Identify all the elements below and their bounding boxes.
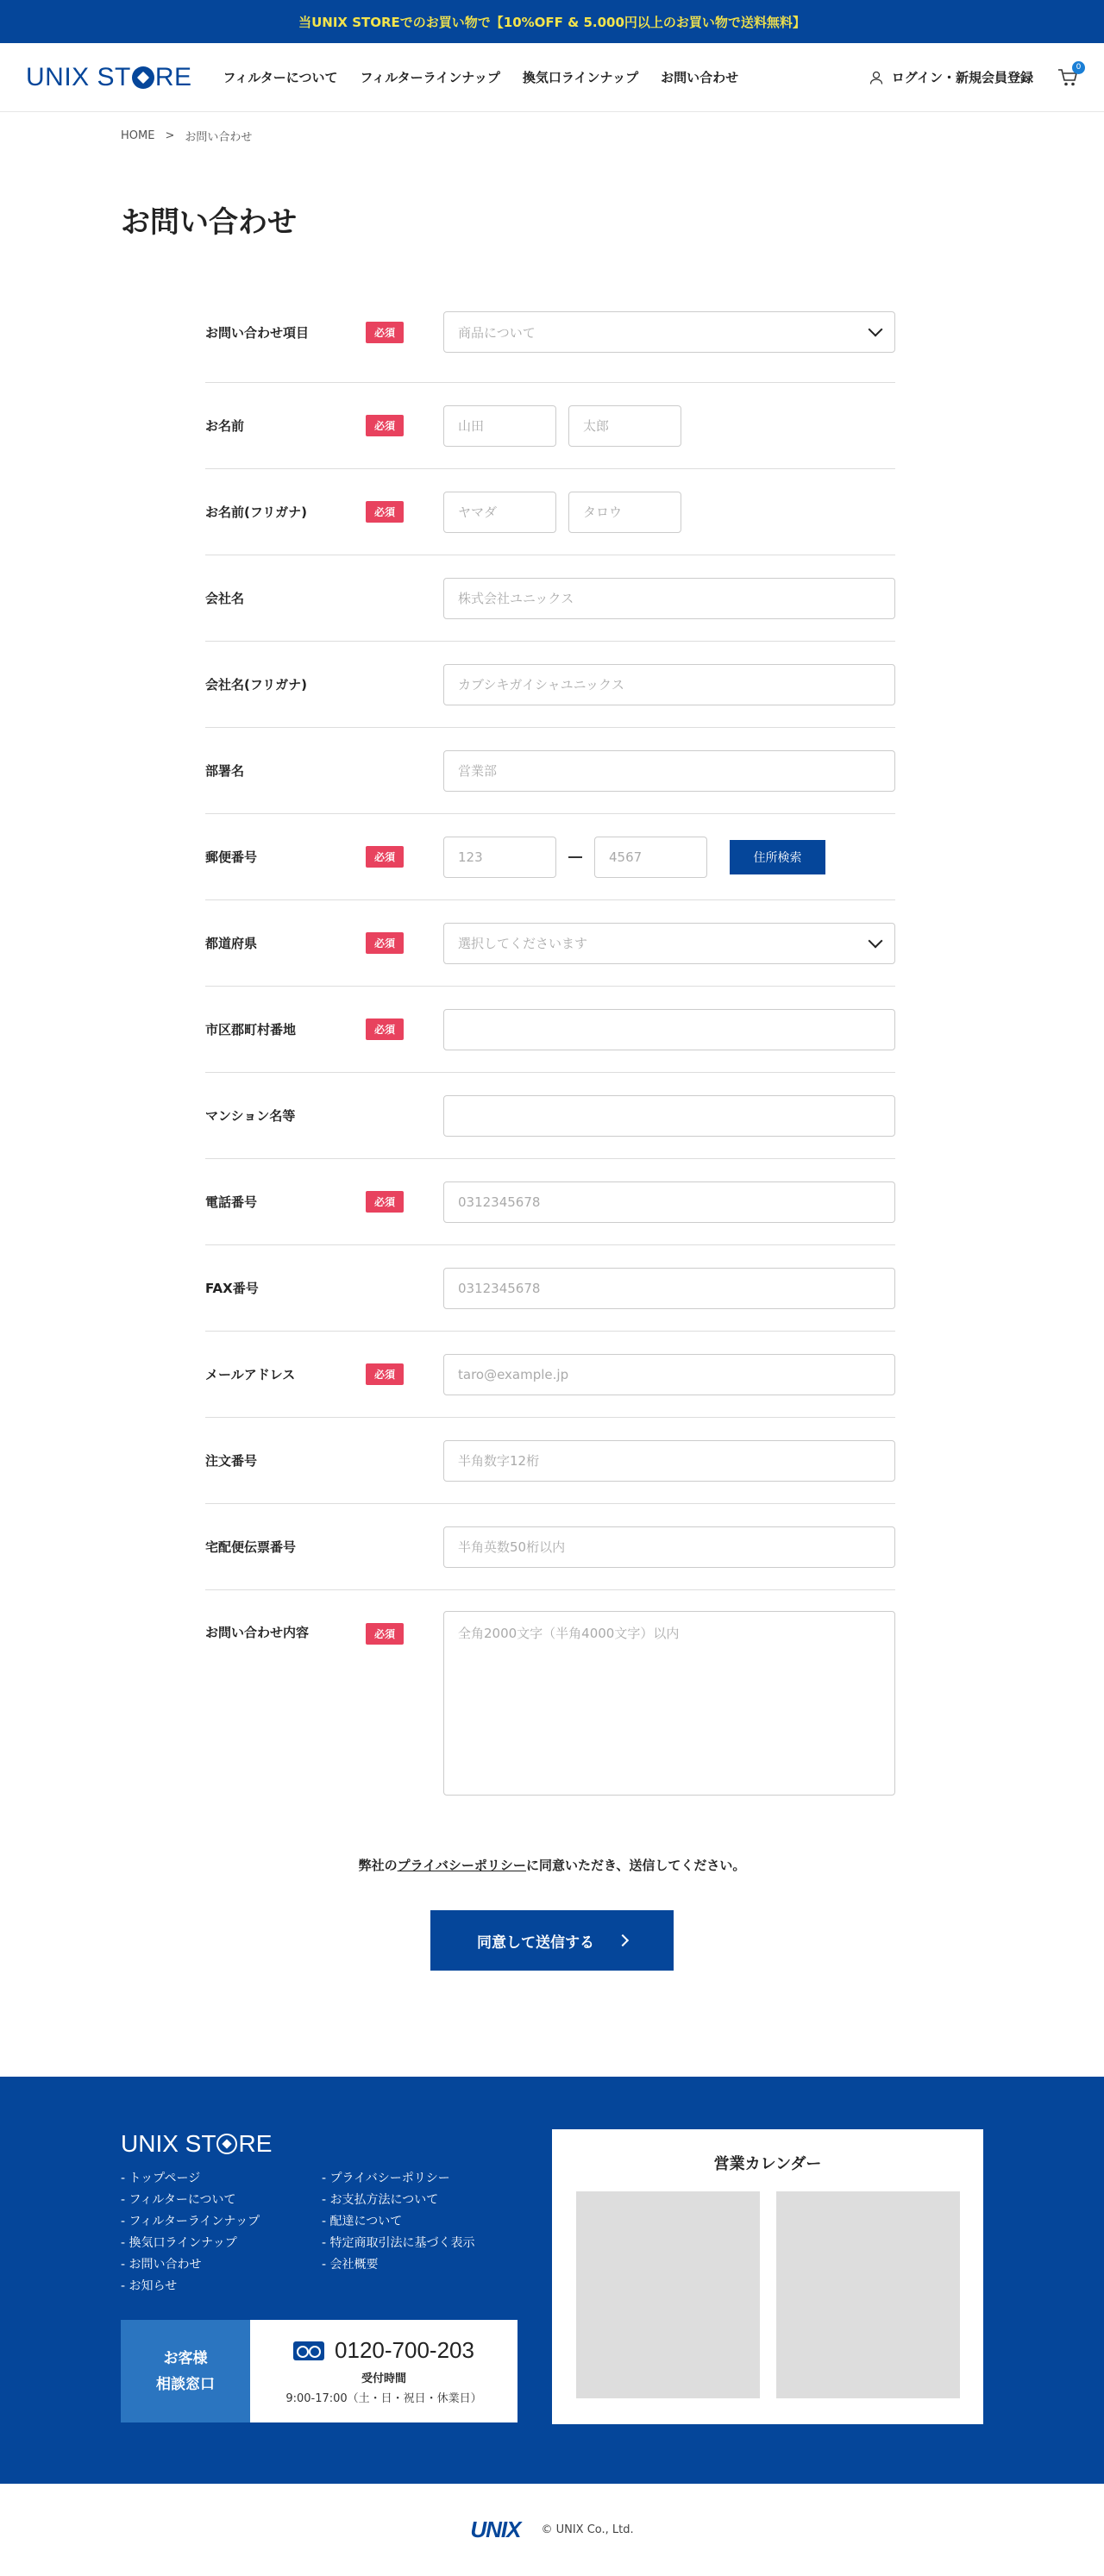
chevron-down-icon <box>869 933 883 948</box>
field-label: 電話番号 <box>205 1194 258 1210</box>
form-row-name-kana <box>205 469 895 555</box>
last-name-input[interactable]: 山田 <box>443 405 556 447</box>
footer-links-right <box>322 2168 475 2276</box>
page-title: お問い合わせ <box>121 205 297 240</box>
breadcrumb <box>0 112 1104 144</box>
footer-link-legal[interactable]: - 特定商取引法に基づく表示 <box>322 2236 475 2250</box>
footer-link-vent-lineup[interactable]: - 換気口ラインナップ <box>121 2236 237 2250</box>
zip-dash <box>568 856 582 858</box>
contact-label-line1: お客様 <box>163 2349 208 2367</box>
chevron-right-icon <box>617 1934 629 1946</box>
field-label: 注文番号 <box>205 1453 258 1469</box>
copyright-text: © UNIX Co., Ltd. <box>541 2523 634 2536</box>
address-search-button[interactable]: 住所検索 <box>730 840 825 874</box>
calendar-title: 営業カレンダー <box>713 2155 822 2173</box>
nav-filter-about[interactable]: フィルターについて <box>223 70 338 85</box>
nav-contact[interactable]: お問い合わせ <box>661 70 739 85</box>
department-input[interactable]: 営業部 <box>443 750 895 792</box>
tel-input[interactable]: 0312345678 <box>443 1181 895 1223</box>
footer-logo-text-end: RE <box>238 2130 273 2157</box>
calendar-month-panel <box>776 2191 960 2398</box>
message-textarea[interactable]: 全角2000文字（半角4000文字）以内 <box>443 1611 895 1796</box>
form-row-city <box>205 987 895 1073</box>
footer-link-filter-lineup[interactable]: - フィルターラインナップ <box>121 2215 260 2228</box>
field-label: 会社名(フリガナ) <box>205 677 307 693</box>
first-name-kana-input[interactable]: タロウ <box>568 492 681 533</box>
field-label: 郵便番号 <box>205 849 258 865</box>
announcement-bar <box>0 0 1104 43</box>
field-label: FAX番号 <box>205 1281 259 1296</box>
field-label: 市区郡町村番地 <box>205 1022 297 1037</box>
privacy-consent-text <box>0 1856 1104 1874</box>
field-label: メールアドレス <box>205 1367 296 1382</box>
login-label: ログイン・新規会員登録 <box>891 70 1033 85</box>
required-badge: 必須 <box>366 1623 404 1645</box>
field-label: お名前(フリガナ) <box>205 505 307 520</box>
company-input[interactable]: 株式会社ユニックス <box>443 578 895 619</box>
required-badge: 必須 <box>366 415 404 436</box>
form-row-name <box>205 383 895 469</box>
consent-suffix: に同意いただき、送信してください。 <box>525 1858 746 1873</box>
form-row-email <box>205 1332 895 1418</box>
field-label: 宅配便伝票番号 <box>205 1539 297 1555</box>
zip-first-input[interactable]: 123 <box>443 837 556 878</box>
contact-label-line2: 相談窓口 <box>156 2375 215 2393</box>
footer-link-company[interactable]: - 会社概要 <box>322 2258 379 2272</box>
required-badge: 必須 <box>366 1191 404 1213</box>
bottom-bar <box>0 2484 1104 2576</box>
field-label: 部署名 <box>205 763 245 779</box>
form-row-building <box>205 1073 895 1159</box>
store-logo[interactable] <box>26 63 192 92</box>
field-label: 都道府県 <box>205 936 258 951</box>
form-row-company <box>205 555 895 642</box>
order-number-input[interactable]: 半角数字12桁 <box>443 1440 895 1482</box>
phone-number[interactable] <box>293 2337 474 2364</box>
zip-second-input[interactable]: 4567 <box>594 837 707 878</box>
company-kana-input[interactable]: カブシキガイシャユニックス <box>443 664 895 705</box>
submit-label: 同意して送信する <box>477 1934 594 1952</box>
required-badge: 必須 <box>366 501 404 523</box>
form-row-order <box>205 1418 895 1504</box>
prefecture-select[interactable] <box>443 923 895 964</box>
prefecture-value: 選択してくださいます <box>458 936 588 951</box>
footer-link-contact[interactable]: - お問い合わせ <box>121 2258 202 2272</box>
form-row-fax <box>205 1245 895 1332</box>
contact-box <box>121 2320 518 2422</box>
logo-text-end: RE <box>154 62 192 91</box>
nav-vent-lineup[interactable]: 換気口ラインナップ <box>522 70 639 85</box>
footer-link-payment[interactable]: - お支払方法について <box>322 2193 439 2207</box>
form-row-message <box>205 1590 895 1814</box>
cart-count-badge: 0 <box>1072 61 1085 74</box>
breadcrumb-current: お問い合わせ <box>185 131 253 144</box>
email-input[interactable]: taro@example.jp <box>443 1354 895 1395</box>
nav-filter-lineup[interactable]: フィルターラインナップ <box>360 70 500 85</box>
freedial-icon <box>293 2341 324 2360</box>
user-icon <box>869 71 883 85</box>
city-input[interactable] <box>443 1009 895 1050</box>
business-calendar <box>552 2129 983 2424</box>
footer-logo-text-start: UNIX ST <box>121 2130 216 2157</box>
inquiry-type-select[interactable] <box>443 311 895 353</box>
field-label: お名前 <box>205 418 245 434</box>
building-input[interactable] <box>443 1095 895 1137</box>
calendar-month-panel <box>576 2191 760 2398</box>
inquiry-type-value: 商品について <box>458 324 536 341</box>
form-row-department <box>205 728 895 814</box>
form-row-inquiry-type <box>205 301 895 383</box>
form-row-prefecture <box>205 900 895 987</box>
fax-input[interactable]: 0312345678 <box>443 1268 895 1309</box>
unix-brand-logo[interactable]: UNIX <box>470 2516 521 2542</box>
form-row-zip <box>205 814 895 900</box>
announcement-text: 当UNIX STOREでのお買い物で【10%OFF & 5.000円以上のお買い物で送料無料】 <box>298 14 806 30</box>
footer-link-filter-about[interactable]: - フィルターについて <box>121 2193 236 2207</box>
form-row-slip <box>205 1504 895 1590</box>
logo-text-start: UNIX ST <box>26 62 131 91</box>
slip-number-input[interactable]: 半角英数50桁以内 <box>443 1526 895 1568</box>
cart-button[interactable] <box>1057 63 1082 87</box>
required-badge: 必須 <box>366 1363 404 1385</box>
login-link[interactable] <box>869 68 1033 86</box>
footer-logo-o-icon <box>216 2134 237 2154</box>
field-label: マンション名等 <box>205 1108 296 1124</box>
footer-link-privacy[interactable]: - プライバシーポリシー <box>322 2172 450 2185</box>
breadcrumb-home[interactable]: HOME <box>121 129 155 142</box>
required-badge: 必須 <box>366 846 404 868</box>
phone-text: 0120-700-203 <box>335 2337 474 2363</box>
privacy-policy-link[interactable]: プライバシーポリシー <box>397 1858 526 1873</box>
first-name-input[interactable]: 太郎 <box>568 405 681 447</box>
logo-o-icon <box>132 66 154 89</box>
contact-label <box>121 2320 250 2422</box>
footer-logo[interactable] <box>121 2130 272 2158</box>
required-badge: 必須 <box>366 932 404 954</box>
required-badge: 必須 <box>366 322 404 343</box>
hours-text: 9:00-17:00（土・日・祝日・休業日） <box>285 2392 482 2405</box>
footer-link-top[interactable]: - トップページ <box>121 2172 201 2185</box>
site-header <box>0 43 1104 112</box>
site-footer <box>0 2077 1104 2484</box>
form-row-tel <box>205 1159 895 1245</box>
breadcrumb-separator: > <box>165 129 175 142</box>
form-row-company-kana <box>205 642 895 728</box>
required-badge: 必須 <box>366 1018 404 1040</box>
hours-label: 受付時間 <box>361 2372 406 2385</box>
footer-link-news[interactable]: - お知らせ <box>121 2279 178 2293</box>
chevron-down-icon <box>869 323 883 337</box>
contact-form <box>205 301 895 1814</box>
field-label: お問い合わせ内容 <box>205 1625 310 1640</box>
consent-prefix: 弊社の <box>358 1858 398 1873</box>
submit-button[interactable] <box>430 1910 674 1971</box>
last-name-kana-input[interactable]: ヤマダ <box>443 492 556 533</box>
field-label: お問い合わせ項目 <box>205 324 310 341</box>
footer-links-left <box>121 2168 260 2297</box>
footer-link-delivery[interactable]: - 配達について <box>322 2215 403 2228</box>
field-label: 会社名 <box>205 591 245 606</box>
main-nav <box>223 68 739 86</box>
